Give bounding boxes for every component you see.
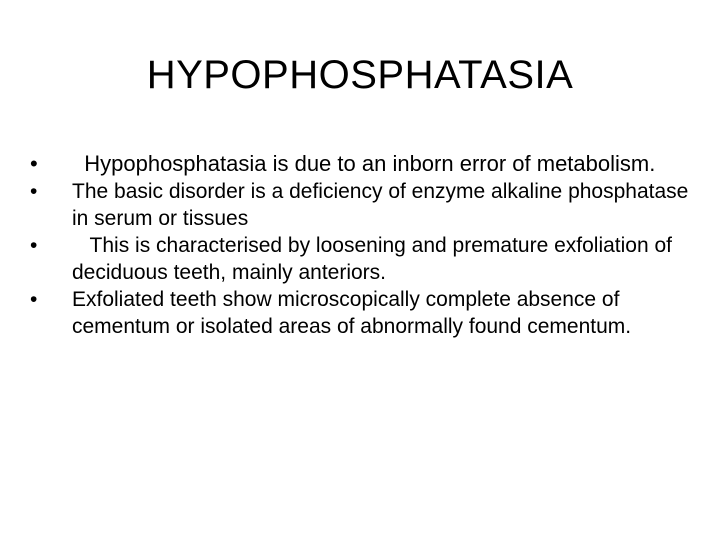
bullet-dot-icon: • (30, 180, 38, 203)
bullet-text: Exfoliated teeth show microscopically complete absence of cementum or isolated areas of abnormally found cementum. (72, 288, 632, 338)
bullet-list (30, 150, 695, 340)
bullet-item (30, 150, 690, 178)
bullet-text: The basic disorder is a deficiency of enzyme alkaline phosphatase in serum or tissues (72, 180, 695, 230)
slide-title: HYPOPHOSPHATASIA (146, 53, 574, 97)
bullet-item (30, 178, 695, 232)
bullet-dot-icon: • (30, 151, 38, 176)
bullet-item (30, 232, 690, 286)
bullet-item (30, 286, 690, 340)
bullet-dot-icon: • (30, 288, 38, 311)
bullet-text: Hypophosphatasia is due to an inborn error of metabolism. (72, 151, 656, 176)
bullet-dot-icon: • (30, 234, 38, 257)
bullet-text: This is characterised by loosening and premature exfoliation of deciduous teeth, mainly anteriors. (72, 234, 684, 284)
